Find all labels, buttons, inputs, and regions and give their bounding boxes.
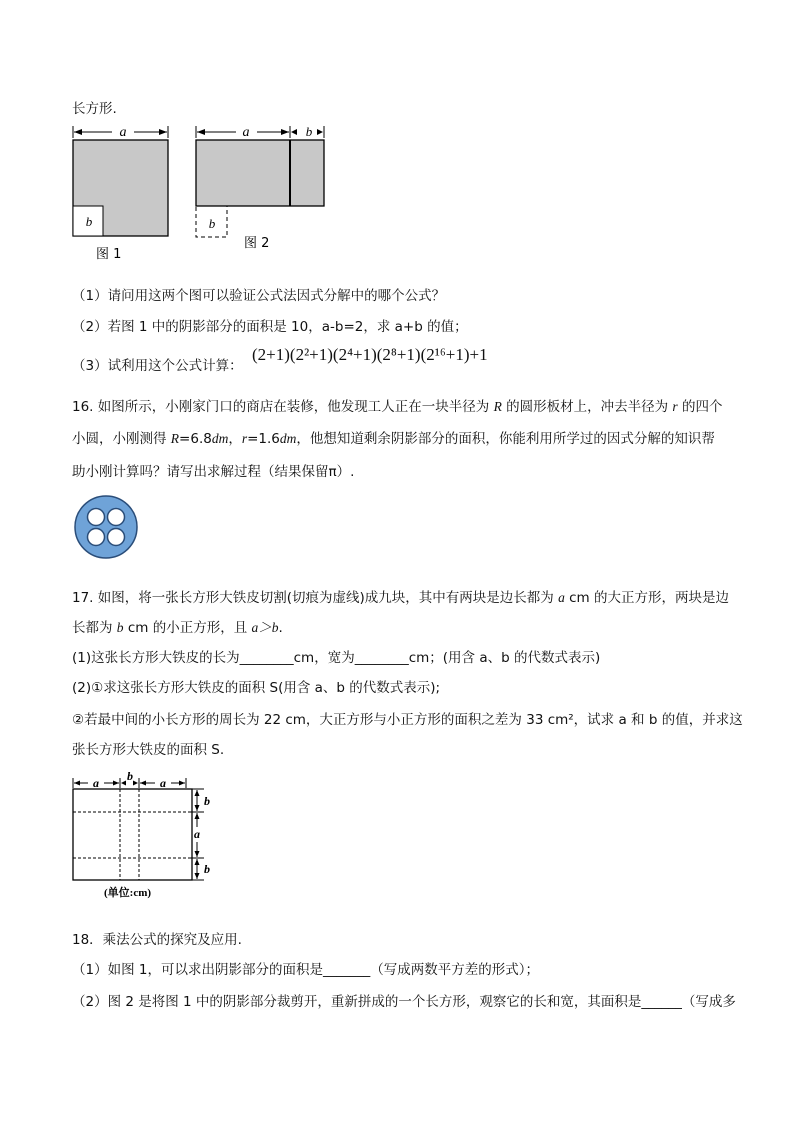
fig-right-b2: b (204, 862, 210, 876)
q17-line6: 张长方形大铁皮的面积 S. (72, 742, 225, 758)
q15-formula: (2+1)(2²+1)(2⁴+1)(2⁸+1)(2¹⁶+1)+1 (252, 345, 488, 364)
fig-unit: (单位:cm) (104, 887, 152, 899)
intro-tail: 长方形. (72, 101, 117, 117)
fig1-caption: 图 1 (96, 247, 122, 262)
fig1-label-b: b (85, 214, 93, 229)
q15-part3: （3）试利用这个公式计算： (72, 358, 243, 374)
iron-sheet-figure (68, 772, 228, 902)
figure-1 (73, 125, 168, 262)
fig2-label-a: a (242, 125, 250, 140)
q16-line2: 小圆，小刚测得 R=6.8dm，r=1.6dm，他想知道剩余阴影部分的面积，你能利用所学过的因式分解的知识帮 (72, 431, 715, 447)
figure-1-2 (0, 118, 800, 378)
q17-line3: (1)这张长方形大铁皮的长为________cm，宽为________cm；(用含 a、b 的代数式表示) (72, 650, 601, 666)
q17-line2: 长都为 b cm 的小正方形，且 a＞b. (72, 620, 283, 636)
circle-board-figure (71, 492, 141, 562)
fig-top-a2: a (160, 776, 166, 790)
q15-part1: （1）请问用这两个图可以验证公式法因式分解中的哪个公式？ (72, 288, 446, 304)
fig-top-b1: b (127, 772, 133, 783)
fig1-label-a: a (119, 125, 127, 140)
q18-line2: （1）如图 1，可以求出阴影部分的面积是_______（写成两数平方差的形式）； (72, 962, 539, 978)
fig-top-a1: a (93, 776, 99, 790)
fig-right-b1: b (204, 794, 210, 808)
q16-line1: 16. 如图所示，小刚家门口的商店在装修，他发现工人正在一块半径为 R 的圆形板材上，冲去半径为 r 的四个 (72, 399, 723, 415)
q16-line3: 助小刚计算吗？请写出求解过程（结果保留π）. (72, 464, 355, 480)
q18-line1: 18．乘法公式的探究及应用. (72, 932, 242, 948)
q17-line5: ②若最中间的小长方形的周长为 22 cm，大正方形与小正方形的面积之差为 33 cm²，试求 a 和 b 的值，并求这 (72, 712, 743, 728)
fig2-label-b: b (305, 124, 313, 139)
figure-2 (196, 124, 324, 251)
fig-right-a: a (194, 827, 200, 841)
q17-line1: 17. 如图，将一张长方形大铁皮切割(切痕为虚线)成九块，其中有两块是边长都为 a cm 的大正方形，两块是边 (72, 590, 729, 606)
q18-line3: （2）图 2 是将图 1 中的阴影部分裁剪开，重新拼成的一个长方形，观察它的长和宽，其面积是______（写成多 (72, 994, 736, 1010)
fig2-label-b-bottom: b (208, 216, 216, 231)
q17-line4: (2)①求这张长方形大铁皮的面积 S(用含 a、b 的代数式表示); (72, 680, 441, 696)
fig2-caption: 图 2 (244, 236, 270, 251)
q15-part2: （2）若图 1 中的阴影部分的面积是 10，a-b=2，求 a+b 的值； (72, 319, 468, 335)
